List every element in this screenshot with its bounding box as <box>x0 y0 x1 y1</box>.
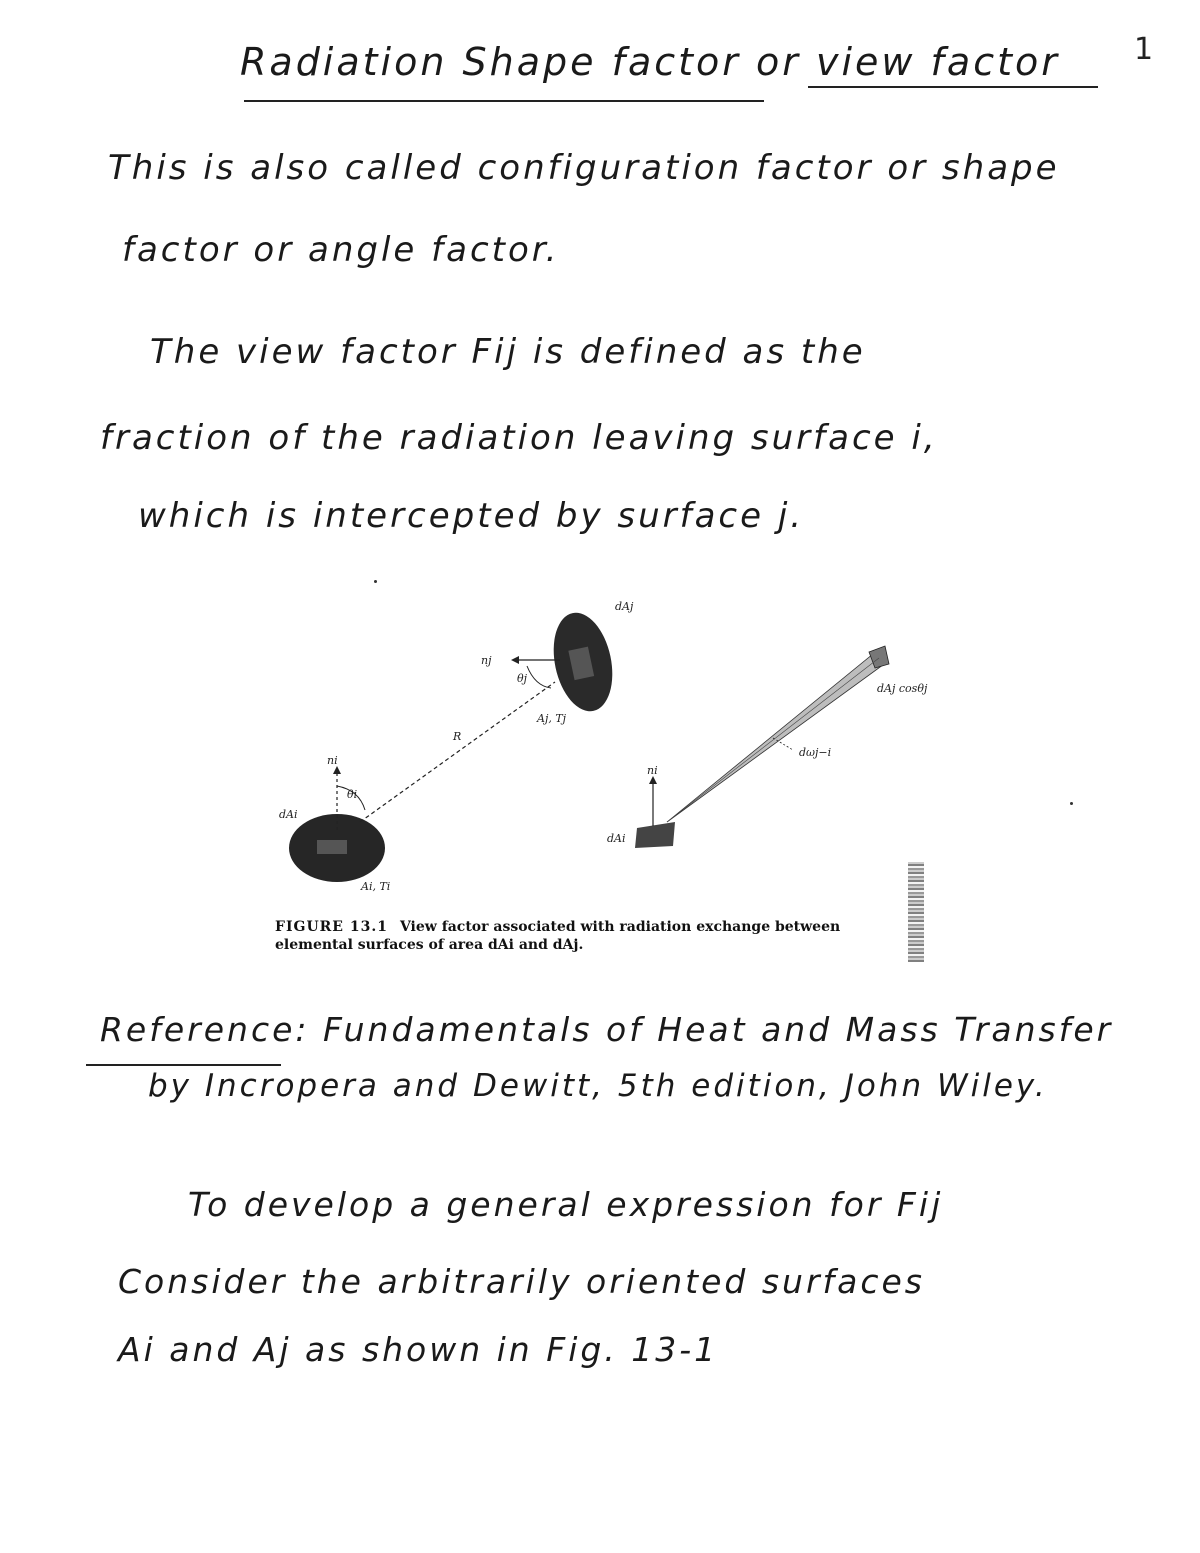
label-daj-cos: dAj cosθj <box>877 682 928 695</box>
label-theta-i: θi <box>347 788 358 801</box>
surface-dai-patch <box>317 840 347 854</box>
intro-line-1: This is also called configuration factor or shape <box>108 148 1060 188</box>
title-underline <box>244 100 764 102</box>
theta-j-arc <box>527 666 551 688</box>
normal-nj-arrow <box>511 656 519 664</box>
line-r <box>360 682 555 822</box>
label-theta-j: θj <box>517 672 528 685</box>
label-dai: dAi <box>279 808 298 821</box>
page-number: 1 <box>1134 32 1154 67</box>
figure-caption-text: View factor associated with radiation exchange between elemental surfaces of area dAi and dAj. <box>275 919 841 953</box>
figure-caption <box>275 918 895 954</box>
view-factor-figure <box>255 590 955 900</box>
label-d-omega: dωj−i <box>799 746 832 759</box>
definition-line-2: fraction of the radiation leaving surface i, <box>100 418 938 458</box>
normal-ni-arrow <box>333 766 341 774</box>
scan-smudge <box>908 862 924 962</box>
definition-line-1: The view factor Fij is defined as the <box>150 332 866 372</box>
page-title: Radiation Shape factor or view factor <box>240 40 1060 84</box>
closing-line-1: To develop a general expression for Fij <box>188 1185 944 1224</box>
definition-line-3: which is intercepted by surface j. <box>138 496 805 536</box>
stray-dot <box>1070 802 1073 805</box>
label-r: R <box>453 730 462 743</box>
normal-ni-right-arrow <box>649 776 657 784</box>
intro-line-2: factor or angle factor. <box>122 230 560 270</box>
reference-underline <box>86 1064 281 1066</box>
dai-right-patch <box>635 822 675 848</box>
stray-dot <box>374 580 377 583</box>
label-aj-tj: Aj, Tj <box>537 712 567 725</box>
title-underline-right <box>808 86 1098 88</box>
reference-line-1: Reference: Fundamentals of Heat and Mass Transfer <box>100 1010 1114 1049</box>
closing-line-3: Ai and Aj as shown in Fig. 13-1 <box>118 1330 719 1369</box>
label-dai-right: dAi <box>607 832 626 845</box>
label-nj: nj <box>481 654 492 667</box>
figure-diagram <box>255 590 955 900</box>
closing-line-2: Consider the arbitrarily oriented surfaces <box>118 1262 925 1301</box>
figure-number: FIGURE 13.1 <box>275 919 388 935</box>
reference-line-2: by Incropera and Dewitt, 5th edition, John Wiley. <box>148 1068 1048 1104</box>
label-ni: ni <box>327 754 338 767</box>
label-daj: dAj <box>615 600 634 613</box>
label-ai-ti: Ai, Ti <box>361 880 391 893</box>
cone-midline <box>667 658 879 822</box>
label-ni-right: ni <box>647 764 658 777</box>
